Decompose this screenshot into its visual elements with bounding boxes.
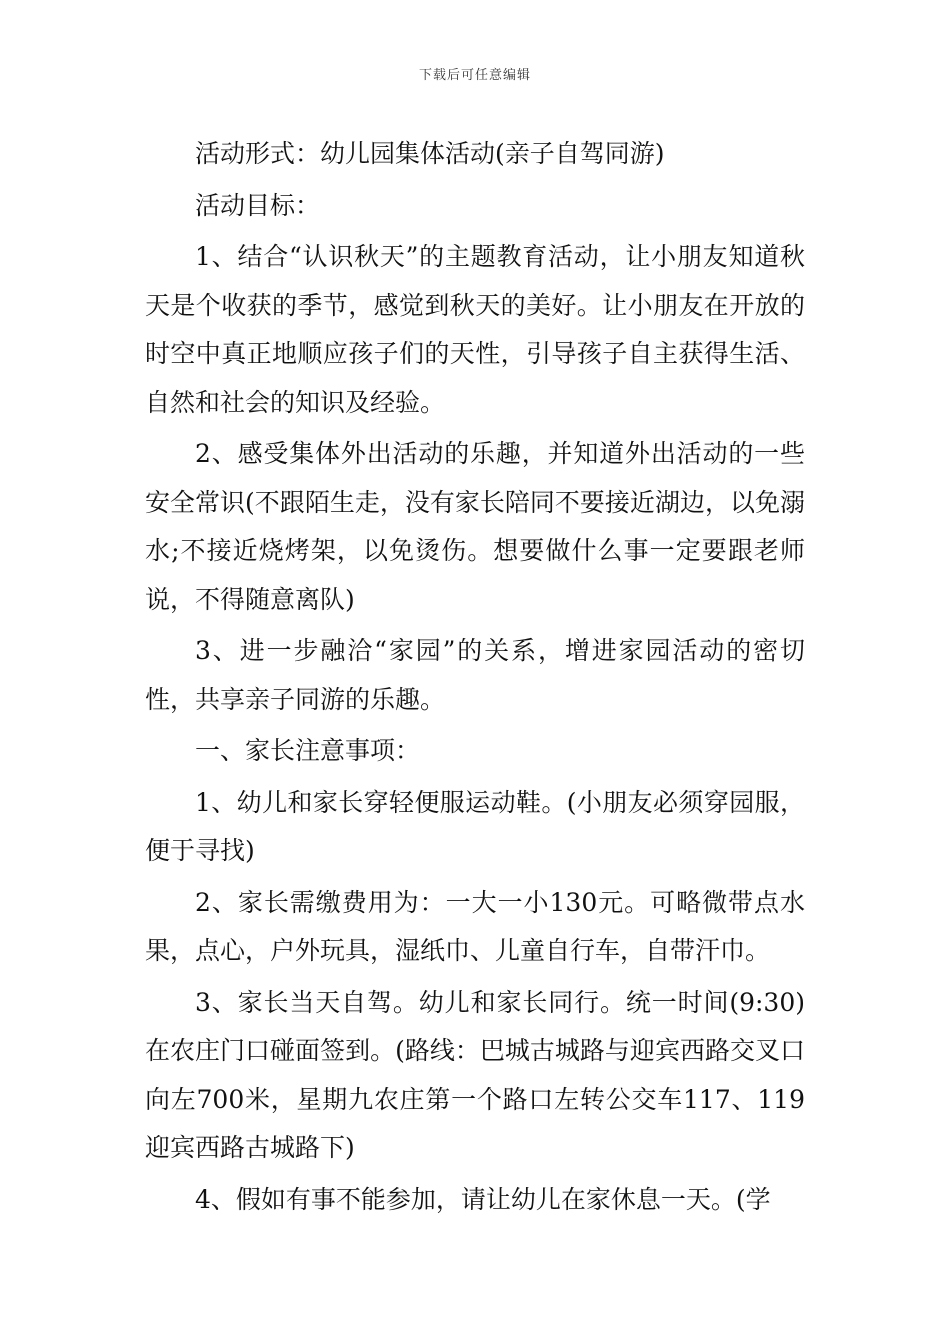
paragraph-note-4: 4、假如有事不能参加，请让幼儿在家休息一天。(学 [195,1184,771,1214]
paragraph-note-2: 2、家长需缴费用为：一大一小130元。可略微带点水果，点心，户外玩具，湿纸巾、儿童自行车，自带汗巾。 [145,887,805,965]
paragraph-note-1: 1、幼儿和家长穿轻便服运动鞋。(小朋友必须穿园服，便于寻找) [145,787,805,865]
paragraph-goal-3: 3、进一步融洽“家园”的关系，增进家园活动的密切性，共享亲子同游的乐趣。 [145,636,805,714]
paragraph-goal-1: 1、结合“认识秋天”的主题教育活动，让小朋友知道秋天是个收获的季节，感觉到秋天的美好。让小朋友在开放的时空中真正地顺应孩子们的天性，引导孩子自主获得生活、自然和社会的知识及经验。 [145,242,805,417]
paragraph-activity-goals-heading: 活动目标： [195,190,321,220]
paragraph-goal-2: 2、感受集体外出活动的乐趣，并知道外出活动的一些安全常识(不跟陌生走，没有家长陪同不要接近湖边，以免溺水;不接近烧烤架，以免烫伤。想要做什么事一定要跟老师说，不得随意离队) [145,439,805,614]
page-header: 下载后可任意编辑 [418,68,531,83]
paragraph-note-3: 3、家长当天自驾。幼儿和家长同行。统一时间(9:30)在农庄门口碰面签到。(路线：巴城古城路与迎宾西路交叉口向左700米，星期九农庄第一个路口左转公交车117、119迎宾西路古城路下) [145,987,805,1162]
paragraph-parent-notes-heading: 一、家长注意事项： [195,736,421,765]
paragraph-activity-form: 活动形式：幼儿园集体活动(亲子自驾同游) [195,139,665,168]
document-body [145,130,805,1227]
